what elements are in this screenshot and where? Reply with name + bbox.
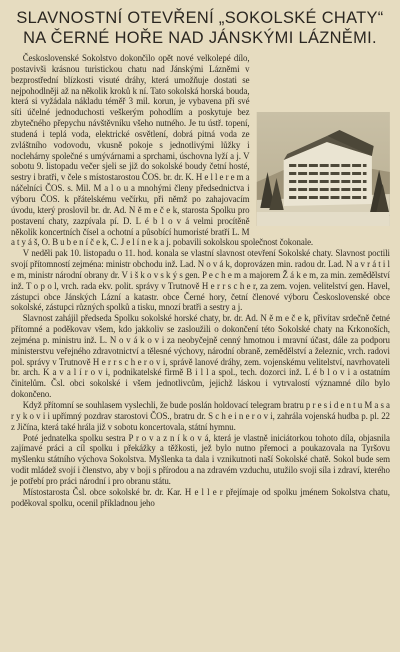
headline-line-2: NA ČERNÉ HOŘE NAD JÁNSKÝMI LÁZNĚMI. xyxy=(23,29,377,47)
paragraph-6: Místostarosta Čsl. obce sokolské br. dr. Kar. H e l l e r přejímaje od spolku jménem Sokolstva chatu, poděkoval spolku, ocenil příkladnou jeho xyxy=(11,486,390,509)
paragraph-5: Poté jednatelka spolku sestra P r o v a z n í k o v á, která je vlastně iniciátorkou tohoto díla, objasnila zajímavé práci a cíl spolku i překážky a těžkosti, jež bylo nutno přemoci a poukazovala na Tyršovu myšlenku státního výchova Sokolstva. Myšlenka ta dala i vznikutnoti naší Sokolské chatě. Sokol bude sem vodit mládež svojí i členstvo, aby v boji s přírodou a na zdravém vzduchu, utužilo svoji síla i zdraví, kterého je potřebí pro práci národní i pro obranu státu. xyxy=(11,432,390,487)
paragraph-2: V neděli pak 10. listopadu o 11. hod. konala se vlastní slavnost otevření Sokolské chaty. Slavnost poctili svojí přítomností zejména: ministr obchodu inž. Lad. N o v á k, doprovázen min. radou dr. Lad. N a v r á t i l e m, ministr národní obrany dr. V i š k o v s k ý s gen. P e c h e m a majorem Ž á k e m, za min. zemědělství inž. T o p o l, vrch. rada ekv. polit. správy v Trutnově H e r r s c h e r, za zem. vojen. velitelství gen. Havel, zástupci obce Jánských Lázní a katastr. obce Černé hory, četní členové výboru Československé obce sokolské, zástupci různých spolků a tisku, mnozí bratři a sestry a j. xyxy=(11,248,390,314)
paragraph-3: Slavnost zahájil předseda Spolku sokolské horské chaty, br. dr. Ad. N ě m e č e k, přivítav srdečně četné přítomné a poděkovav všem, kdo jakkoliv se zasloužili o dokončení této Sokolské chaty na Krkonoších, zejména p. ministru inž. L. N o v á k o v i za neobyčejně cenný hmotnou i mravní účast, dále za podporu ministerstvu veřejného zdravotnictví a tělesné výchovy, národní obraně, zemědělství a železnic, vrch. radovi pol. správy v Trutnově H e r r s c h e r o v i, správě lanové dráhy, zem. vojenskému velitelství, navrhovateli br. arch. K a v a l í r o v i, podnikatelské firmě B i l l a spol., tech. dozorci inž. L é b l o v i a ostatním činitelům. Čsl. obci sokolské i všem jednotlivcům, jejichž láskou i vytrvalostí významné dílo bylo dokončeno. xyxy=(11,313,390,401)
paragraph-4: Když přítomní se souhlasem vyslechli, že bude poslán holdovací telegram bratru p r e s i d e n t u M a s a r y k o v i i upřímný pozdrav starostovi ČOS., bratru dr. S c h e i n e r o v i, zahrála vojenská hudba p. pl. 22 z Jičína, která také hrála již v sobotu koncertovala, státní hymnu. xyxy=(11,400,390,433)
chalet-photo xyxy=(257,112,390,226)
article-headline xyxy=(11,8,389,48)
article-body xyxy=(11,54,390,509)
paragraph-1: Československé Sokolstvo dokončilo opět nové velkolepé dílo, postavivši krásnou turistickou chatu nad Jánskými Lázněmi v bezprostřední blízkosti visuté dráhy, která umožňuje dostati se nejpohodlněji až na několik kroků k ní. Tato sokolská horská bouda, která si vyžádala nákladu téměř 3 mil. korun, je vybavena při své síti účelné jednoduchosti veškerým pohodlím a poskytuje bez zbytečného přepychu návštěvníku všeho nutného. Je tu ústř. topení, studená i teplá voda, elektrické osvětlení, dobrá pitná voda ze zvláštního vodovodu, vkusně pokoje s jednotlivými lůžky i noclehárny společné s umývárnami a sprchami, úschovna lyží a j. V sobotu 9. listopadu večer sjeli se již do sokolské boudy četní hosté, sestry i bratři, v čele s místostarostou ČOS. br. dr. K. H e l l e r e m a náčelníci ČOS. s. Mil. M a l o u a mnohými členy předsednictva i výboru ČOS. k přátelskému večírku, při němž po zahajovacím úvodu, který proslovil br. dr. Ad. N ě m e č e k, starosta Spolku pro postavení chaty, zazpívala pí. D. L é b l o v á velmi procítěně několik koncertních čísel a ochotní a působící humoristé bratří L. M a t y á š, O. B u b e n í č e k, C. J e l í n e k a j. pobavili sokolskou společnost čokonale. xyxy=(11,53,314,249)
chalet-photo-image xyxy=(257,112,390,226)
headline-line-1: SLAVNOSTNÍ OTEVŘENÍ „SOKOLSKÉ CHATY“ xyxy=(16,9,384,27)
